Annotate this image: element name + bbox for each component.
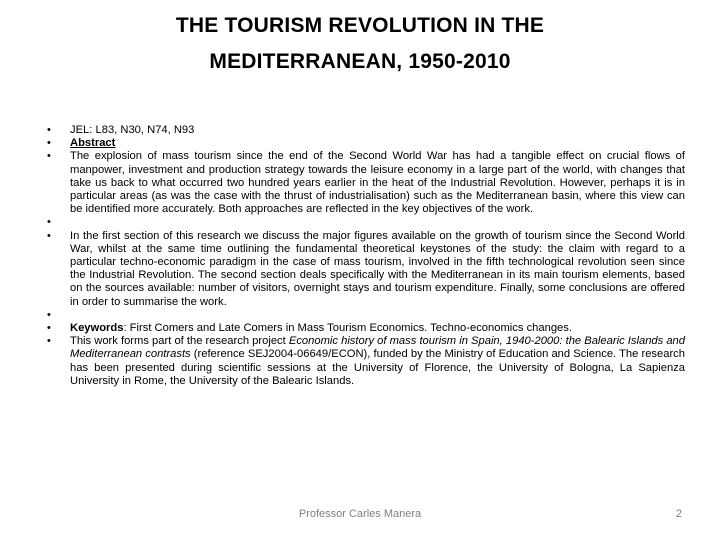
keywords-body: : First Comers and Late Comers in Mass Tourism Economics. Techno-economics changes. [123, 322, 572, 335]
title-line-2: MEDITERRANEAN, 1950-2010 [209, 50, 511, 73]
bullet-jel [40, 124, 685, 137]
bullet-marker-icon: • [47, 124, 51, 136]
bullet-marker-icon: • [47, 137, 51, 150]
slide-body [40, 124, 685, 388]
funding-note-project-title: Economic history of mass tourism in Spain, 1940-2000: the Balearic Islands and Mediterranean contrasts [70, 335, 686, 361]
bullet-marker-icon: • [47, 150, 51, 163]
footer-author: Professor Carles Manera [298, 508, 422, 520]
abstract-paragraph-2-text: In the first section of this research we discuss the major figures available on the growth of tourism since the Second World War, whilst at the same time outlining the fundamental theoretical keystones of the study: the claim with regard to a particular techno-economic paradigm in the case of mass tourism, involved in the fifth technological revolution seen since the Industrial Revolution. The second section deals specifically with the Mediterranean in its main tourism elements, based on the sources available: number of visitors, overnight stays and tourism expenditure. Finally, some conclusions are offered in order to summarise the work. [70, 229, 685, 308]
abstract-paragraph-1-text: The explosion of mass tourism since the end of the Second World War has had a tangible effect on crucial flows of manpower, investment and production strategy towards the leisure economy in a large part of the world, with changes that take us back to what occurred two hundred years earlier in the heat of the Industrial Revolution. However, perhaps it is in particular areas (as was the case with the thrust of industrialisation) such as the Mediterranean basin, where this view can be identified more accurately. Both approaches are reflected in the key objectives of the work. [70, 150, 685, 216]
bullet-abstract-paragraph-2 [40, 230, 685, 309]
funding-note-part-1: This work forms part of the research project [70, 335, 289, 348]
bullet-abstract-paragraph-1 [40, 150, 685, 216]
bullet-marker-icon: • [47, 216, 51, 229]
footer-page-number: 2 [675, 508, 682, 520]
funding-note-text [70, 335, 685, 388]
bullet-blank-1 [40, 216, 685, 229]
keywords-text [70, 322, 685, 335]
slide-title [0, 0, 720, 80]
bullet-marker-icon: • [47, 322, 51, 335]
keywords-label: Keywords [70, 322, 124, 335]
bullet-marker-icon: • [47, 229, 51, 242]
abstract-heading-text: Abstract [70, 137, 116, 150]
bullet-marker-icon: • [47, 335, 51, 348]
title-line-1: THE TOURISM REVOLUTION IN THE [175, 14, 545, 37]
bullet-keywords [40, 322, 685, 335]
funding-note-part-2: (reference SEJ2004-06649/ECON), funded by the Ministry of Education and Science. The research has been presented during scientific sessions at the University of Florence, the University of Bologna, La Sapienza University in Rome, the University of the Balearic Islands. [70, 348, 685, 387]
bullet-funding-note [40, 335, 685, 388]
bullet-blank-2 [40, 309, 685, 322]
bullet-jel-text: JEL: L83, N30, N74, N93 [70, 124, 195, 136]
bullet-abstract-heading [40, 137, 685, 150]
bullet-marker-icon: • [47, 308, 51, 321]
